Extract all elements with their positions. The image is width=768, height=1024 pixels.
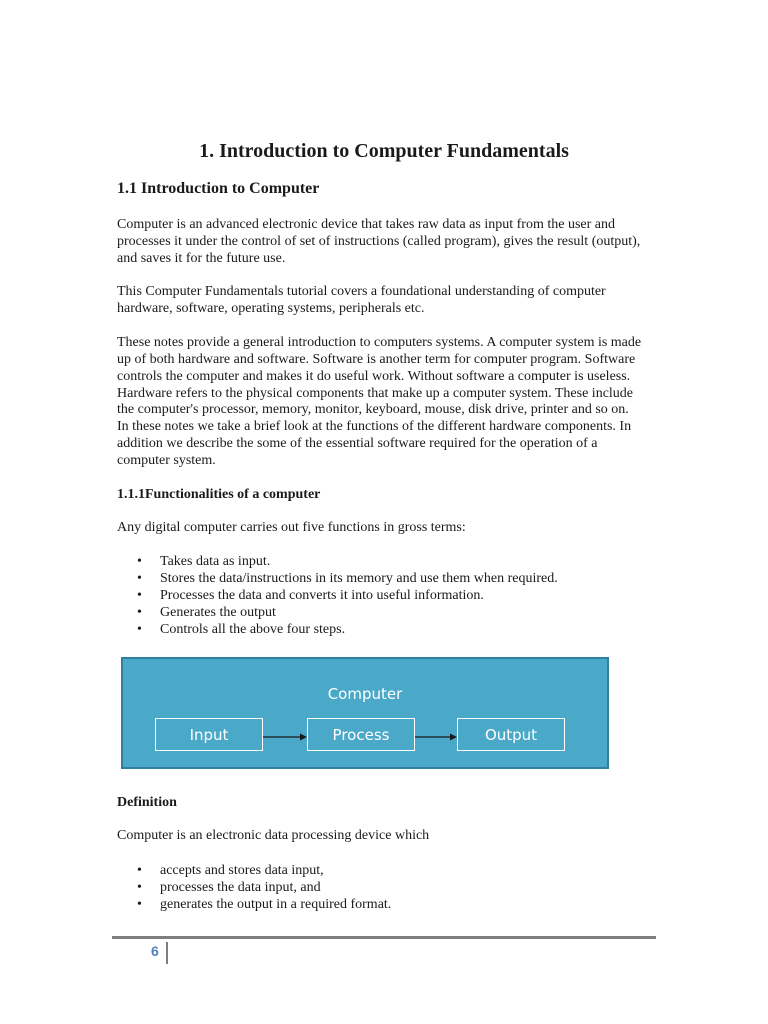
paragraph-3-line: up of both hardware and software. Software is another term for computer program. Software [117, 352, 636, 367]
paragraph-3-line: computer system. [117, 453, 216, 468]
section-heading: 1.1 Introduction to Computer [117, 180, 320, 197]
input-box: Input [155, 718, 263, 751]
functions-list [137, 553, 558, 638]
list-item-text: Processes the data and converts it into useful information. [160, 588, 484, 603]
list-item [137, 587, 558, 604]
list-item-text: generates the output in a required format. [160, 897, 392, 912]
definition-list [137, 862, 391, 913]
definition-text: Computer is an electronic data processing device which [117, 828, 430, 843]
list-item [137, 896, 391, 913]
paragraph-3-line: These notes provide a general introduction to computers systems. A computer system is made [117, 335, 642, 350]
bullet-icon: • [137, 554, 142, 569]
computer-process-diagram [121, 657, 609, 769]
functions-intro: Any digital computer carries out five functions in gross terms: [117, 520, 466, 535]
paragraph-1-line: and saves it for the future use. [117, 251, 286, 266]
bullet-icon: • [137, 605, 142, 620]
diagram-title: Computer [327, 685, 403, 703]
paragraph-3-line: controls the computer and makes it do useful work. Without software a computer is useless. [117, 369, 631, 384]
paragraph-2-line: hardware, software, operating systems, peripherals etc. [117, 301, 425, 316]
page-number-divider [166, 942, 168, 964]
subsection-heading: 1.1.1Functionalities of a computer [117, 487, 321, 502]
arrow-right-icon [415, 733, 457, 741]
footer-divider [112, 936, 656, 939]
bullet-icon: • [137, 588, 142, 603]
list-item [137, 621, 558, 638]
arrow-right-icon [263, 733, 307, 741]
list-item [137, 862, 391, 879]
bullet-icon: • [137, 622, 142, 637]
page-number: 6 [151, 943, 159, 959]
list-item [137, 570, 558, 587]
list-item [137, 553, 558, 570]
list-item [137, 879, 391, 896]
paragraph-1-line: processes it under the control of set of instructions (called program), gives the result (output), [117, 234, 641, 249]
bullet-icon: • [137, 897, 142, 912]
definition-heading: Definition [117, 795, 177, 810]
paragraph-1-line: Computer is an advanced electronic device that takes raw data as input from the user and [117, 217, 615, 232]
list-item-text: Controls all the above four steps. [160, 622, 346, 637]
paragraph-3-line: In these notes we take a brief look at the functions of the different hardware components. In [117, 419, 632, 434]
bullet-icon: • [137, 880, 142, 895]
list-item [137, 604, 558, 621]
list-item-text: accepts and stores data input, [160, 863, 324, 878]
paragraph-2-line: This Computer Fundamentals tutorial covers a foundational understanding of computer [117, 284, 606, 299]
paragraph-3-line: addition we describe the some of the essential software required for the operation of a [117, 436, 598, 451]
output-box: Output [457, 718, 565, 751]
paragraph-3-line: Hardware refers to the physical components that make up a computer system. These include [117, 386, 634, 401]
paragraph-3-line: the computer's processor, memory, monitor, keyboard, mouse, disk drive, printer and so on. [117, 402, 629, 417]
list-item-text: processes the data input, and [160, 880, 321, 895]
bullet-icon: • [137, 571, 142, 586]
bullet-icon: • [137, 863, 142, 878]
document-title: 1. Introduction to Computer Fundamentals [199, 140, 569, 162]
list-item-text: Generates the output [160, 605, 276, 620]
process-box: Process [307, 718, 415, 751]
list-item-text: Takes data as input. [160, 554, 271, 569]
list-item-text: Stores the data/instructions in its memory and use them when required. [160, 571, 558, 586]
